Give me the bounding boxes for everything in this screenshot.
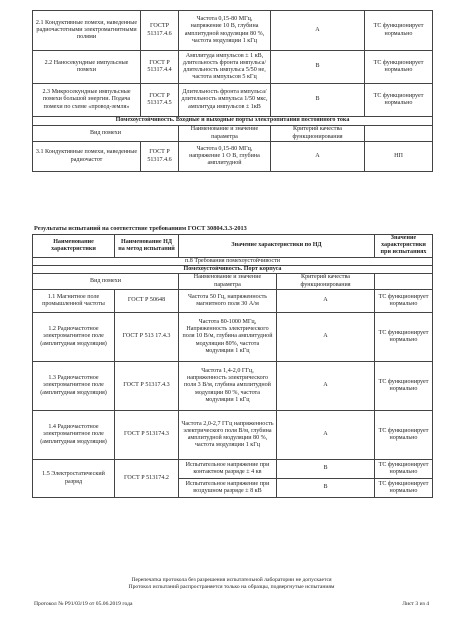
cell-method: ГОСТ Р 513174.3: [115, 411, 179, 460]
cell-characteristic: 3.1 Кондуктивные помехи, наведенные радиочастот: [33, 142, 141, 172]
cell-characteristic: 2.2 Наносекундные импульсные помехи: [33, 51, 141, 84]
cell-result: ТС функционирует нормально: [365, 84, 433, 117]
subhead-criterion: Критерий качества функционирования: [277, 274, 375, 290]
cell-method: ГОСТ Р 51317.4.6: [141, 142, 179, 172]
cell-result: ТС функционирует нормально: [375, 290, 433, 313]
cell-criterion: А: [277, 290, 375, 313]
cell-result: НП: [365, 142, 433, 172]
cell-criterion: В: [277, 479, 375, 498]
cell-method: ГОСТ Р 51317.4.4: [141, 51, 179, 84]
cell-value: Частота 0,15-80 МГц, напряжение 10 В, глубина амплитудной модуляции 80 %, частота модуляции 1 кГц: [179, 11, 271, 51]
cell-result: ТС функционирует нормально: [375, 479, 433, 498]
section-title: Помехоустойчивость. Входные и выходные порты электропитания постоянного тока: [33, 117, 433, 126]
table-row: [33, 84, 433, 117]
cell-result: ТС функционирует нормально: [365, 11, 433, 51]
cell-characteristic: 2.3 Микросекундные импульсные помехи большой энергии. Подача помехи по схеме «провод-земля»: [33, 84, 141, 117]
cell-method: ГОСТР 51317.4.6: [141, 11, 179, 51]
cell-value: Частота 80-1000 МГц, Напряженность электрического поля 10 В/м, глубина амплитудной модуляции 80%, частота модуляции 1 кГц: [179, 313, 277, 362]
cell-method: ГОСТ Р 513 17.4.3: [115, 313, 179, 362]
cell-value: Частота 2,0-2,7 ГГц напряженность электрического поля В/м, глубина амплитудной модуляции 80 %, частота модуляции 1 кГц: [179, 411, 277, 460]
cell-value: Испытательное напряжение при воздушном разряде ± 8 кВ: [179, 479, 277, 498]
cell-result: ТС функционирует нормально: [375, 460, 433, 479]
section-row: [33, 265, 433, 273]
cell-characteristic: 1.4 Радиочастотное электромагнитное поле (амплитудная модуляция): [33, 411, 115, 460]
table-row: [33, 411, 433, 460]
cell-criterion: А: [277, 313, 375, 362]
section-row: [33, 117, 433, 126]
section-title: Помехоустойчивость. Порт корпуса: [33, 265, 433, 273]
cell-method: ГОСТ Р 513174.2: [115, 460, 179, 498]
cell-result: ТС функционирует нормально: [375, 313, 433, 362]
cell-result: ТС функционирует нормально: [375, 411, 433, 460]
footer-note-scope: Протокол испытаний распространяется только на образцы, подвергнутые испытаниям: [128, 584, 335, 590]
table-row: [33, 11, 433, 51]
cell-characteristic: 2.1 Кондуктивные помехи, наведенные радиочастотными электромагнитными полями: [33, 11, 141, 51]
cell-value: Частота 0,15-80 МГц, напряжение 1 О В, глубина амплитудной: [179, 142, 271, 172]
cell-criterion: В: [271, 84, 365, 117]
subhead-type: Вид помехи: [33, 274, 179, 290]
results-title: Результаты испытаний на соответствие требованиям ГОСТ 30804.3.3-2013: [34, 225, 247, 232]
cell-value: Частота 1,4-2,0 ГГц, напряженность электрического поля 3 В/м, глубина амплитудной модуляции 80 %, частота модуляции 1 кГц: [179, 362, 277, 411]
table-row: [33, 142, 433, 172]
header-test-value: Значение характеристики при испытаниях: [375, 235, 433, 258]
section-row: [33, 257, 433, 265]
section-title: п.8 Требования помехоустойчивости: [33, 257, 433, 265]
subhead-parameter: Наименование и значение параметра: [179, 126, 271, 142]
header-method: Наименование НД на метод испытаний: [115, 235, 179, 258]
cell-criterion: В: [271, 51, 365, 84]
header-row: [33, 235, 433, 258]
subhead-empty: [365, 126, 433, 142]
cell-criterion: А: [277, 362, 375, 411]
table-row: [33, 362, 433, 411]
subheader-row: [33, 126, 433, 142]
cell-result: ТС функционирует нормально: [375, 362, 433, 411]
cell-criterion: А: [271, 11, 365, 51]
subhead-criterion: Критерий качества функционирования: [271, 126, 365, 142]
header-characteristic: Наименование характеристики: [33, 235, 115, 258]
cell-criterion: В: [277, 460, 375, 479]
table-row: [33, 460, 433, 479]
table-row: [33, 51, 433, 84]
protocol-number: Протокол № Р91/03/19 от 05.06.2019 года: [34, 601, 133, 607]
cell-result: ТС функционирует нормально: [365, 51, 433, 84]
sheet-number: Лист 3 из 4: [402, 601, 429, 607]
cell-method: ГОСТ Р 51317.4.3: [115, 362, 179, 411]
cell-value: Амплитуда импульсов ± 1 кВ, длительность фронта импульса/длительность импульса 5/50 не, частота импульсов 5 кГц: [179, 51, 271, 84]
cell-value: Испытательное напряжение при контактном разряде ± 4 кв: [179, 460, 277, 479]
cell-criterion: А: [271, 142, 365, 172]
subheader-row: [33, 274, 433, 290]
cell-value: Длительность фронта импульса/длительность импульса 1/50 мкс, амплитуда импульсов ± 1кВ: [179, 84, 271, 117]
footer-note-reprint: Перепечатка протокола без разрешения испытательной лаборатории не допускается: [131, 577, 332, 583]
subhead-type: Вид помехи: [33, 126, 179, 142]
cell-characteristic: 1.2 Радиочастотное электромагнитное поле (амплитудная модуляция): [33, 313, 115, 362]
table-continued: [32, 10, 433, 172]
table-row: [33, 290, 433, 313]
cell-method: ГОСТ Р 50648: [115, 290, 179, 313]
results-table: [32, 234, 433, 498]
subhead-parameter: Наименование и значение параметра: [179, 274, 277, 290]
cell-value: Частота 50 Гц, напряженность магнитного поля 30 А/м: [179, 290, 277, 313]
cell-criterion: А: [277, 411, 375, 460]
cell-characteristic: 1.5 Электростатический разряд: [33, 460, 115, 498]
cell-method: ГОСТ Р 51317.4.5: [141, 84, 179, 117]
subhead-empty: [375, 274, 433, 290]
table-row: [33, 313, 433, 362]
cell-characteristic: 1.3 Радиочастотное электромагнитное поле (амплитудная модуляция): [33, 362, 115, 411]
cell-characteristic: 1.1 Магнитное поле промышленной частоты: [33, 290, 115, 313]
header-norm-value: Значение характеристики по НД: [179, 235, 375, 258]
